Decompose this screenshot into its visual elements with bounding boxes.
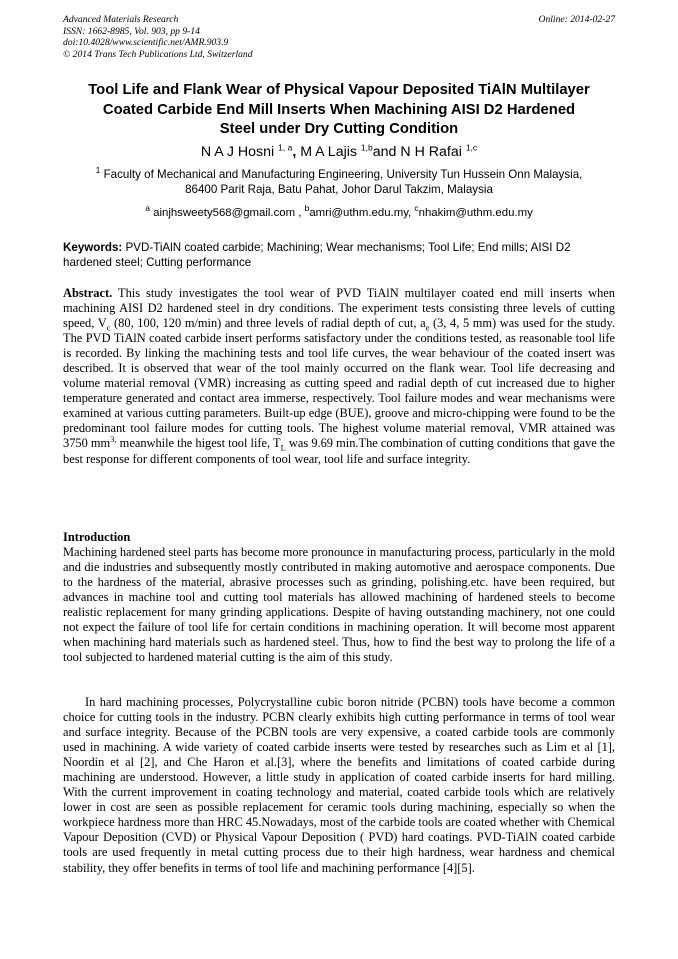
subscript-e: e [425,322,430,333]
abstract-text-5: was 9.69 min.The combination of cutting conditions that gave the best response for different components of tool wear, tool life and surface integrity. [63,436,615,466]
author-3: N H Rafai [400,144,466,160]
author-2-marker: 1,b [360,142,373,153]
author-2: M A Lajis [300,144,361,160]
author-1-marker: 1, a [278,142,293,153]
abstract-text-4: meanwhile the higest tool life, T [116,436,281,451]
online-date: Online: 2014-02-27 [538,14,615,25]
keywords [63,241,615,270]
affiliation-line-1: Faculty of Mechanical and Manufacturing Engineering, University Tun Hussein Onn Malaysia, [100,168,583,181]
abstract-text-2: (80, 100, 120 m/min) and three levels of radial depth of cut, a [110,316,426,331]
abstract-label: Abstract. [63,286,113,300]
keywords-label: Keywords: [63,241,123,254]
affiliation [50,165,628,197]
subscript-l: L [280,442,286,453]
abstract-text-1: This study investigates the tool wear of PVD TiAlN multilayer coated end mill inserts when machining AISI D2 hardened steel in dry conditions. The experiment tests consisting three levels of cutting speed, V [63,286,615,331]
affiliation-line-2: 86400 Parit Raja, Batu Pahat, Johor Darul Takzim, Malaysia [185,182,493,196]
author-separator-1: , [292,144,301,160]
journal-issn: ISSN: 1662-8985, Vol. 903, pp 9-14 [63,25,200,37]
introduction-paragraph-1: Machining hardened steel parts has become more pronounce in manufacturing process, particularly in the mold and die industries and subsequently mostly contributed in making automotive and aerospace components. Due to the hardness of the material, abrasive processes such as grinding, polishing.etc. have been required, but advances in machine tool and cutting tool materials has allowed machining of hardened steels to become realistic replacement for many grinding applications. Despite of having outstanding machinery, not one could not expect the failure of tool life for certain conditions in machining operation. It will become most apparent when machining hard materials such as hardened steel. Thus, how to find the best way to prolong the life of a tool subjected to hardened material cutting is the aim of this study. [63,545,615,665]
author-3-marker: 1,c [465,142,478,153]
email-a-marker: a [145,203,150,214]
abstract [63,286,615,467]
title-line-3: Steel under Dry Cutting Condition [219,121,459,137]
paper-title [50,81,628,140]
section-heading-introduction: Introduction [63,530,131,544]
journal-copyright: © 2014 Trans Tech Publications Ltd, Switzerland [63,48,253,60]
keywords-text: PVD-TiAlN coated carbide; Machining; Wear mechanisms; Tool Life; End mills; AISI D2 hardened steel; Cutting performance [63,241,571,269]
email-c[interactable]: nhakim@uthm.edu.my [418,207,533,219]
superscript-3: 3, [110,434,117,445]
author-list [50,143,628,161]
author-separator-2: and [372,144,401,160]
title-line-1: Tool Life and Flank Wear of Physical Vapour Deposited TiAlN Multilayer [88,82,590,98]
email-b-marker: b [304,203,310,214]
introduction-paragraph-2: In hard machining processes, Polycrystalline cubic boron nitride (PCBN) tools have become a common choice for cutting tools in the industry. PCBN clearly exhibits high cutting performance in terms of tool wear and surface integrity. Because of the PCBN tools are very expensive, a coated carbide tools are commonly used in machining. A wide variety of coated carbide inserts were tested by researches such as Lim et al [1], Noordin et al [2], and Che Haron et al.[3], where the benefits and limitations of coated carbide during machining are understood. However, a little study in application of coated carbide inserts for hard milling. With the current improvement in coating technology and material, coated carbide tools which are relatively lower in cost are seen as possible replacement for ceramic tools during machining, especially so when the workpiece hardness more than HRC 45.Nowadays, most of the carbide tools are coated whether with Chemical Vapour Deposition (CVD) or Physical Vapour Deposition ( PVD) hard coatings. PVD-TiAlN coated carbide tools are used frequently in metal cutting process due to their high hardness, wear hardness and chemical stability, they offer benefits in terms of tool life and machining performance [4][5]. [63,695,615,875]
journal-header [63,14,615,60]
email-b[interactable]: amri@uthm.edu.my, [309,207,415,219]
abstract-text-3: (3, 4, 5 mm) was used for the study. The PVD TiAlN coated carbide insert performs satisfactory under the conditions tested, as reasonable tool life is recorded. By linking the machining tests and tool life curves, the wear behaviour of the coated insert was described. It is observed that wear of the tool mainly occurred on the flank wear. Tool life decreasing and volume material removal (VMR) increasing as cutting speed and radial depth of cut increased due to higher temperature generated and contact area immerse, respectively. Tool failure modes and wear mechanisms were examined at various cutting parameters. Built-up edge (BUE), groove and micro-chipping were found to be the predominant tool failure modes for cutting tools. The highest volume material removal, VMR attained was 3750 mm [63,316,615,451]
journal-name: Advanced Materials Research [63,14,179,25]
title-line-2: Coated Carbide End Mill Inserts When Machining AISI D2 Hardened [102,101,576,118]
email-a[interactable]: ainjhsweety568@gmail.com , [149,207,305,219]
affiliation-marker: 1 [95,165,101,176]
author-1: N A J Hosni [200,144,279,160]
subscript-c: c [106,322,111,333]
author-emails [50,203,628,220]
journal-doi: doi:10.4028/www.scientific.net/AMR.903.9 [63,37,229,49]
email-c-marker: c [414,203,419,214]
